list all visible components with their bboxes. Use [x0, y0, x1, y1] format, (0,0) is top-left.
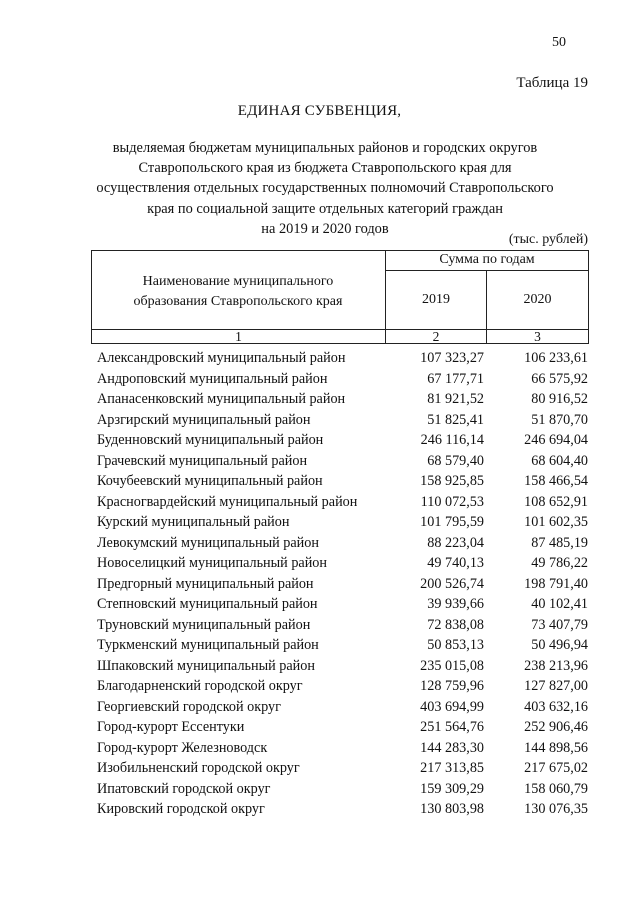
document-subtitle	[70, 138, 580, 239]
amount-2019: 217 313,85	[420, 760, 484, 776]
table-row	[0, 555, 639, 575]
amount-2020: 198 791,40	[524, 575, 588, 592]
amount-2020: 50 496,94	[531, 637, 588, 653]
municipality-name: Кочубеевский муниципальный район	[97, 473, 323, 489]
amount-2020: 49 786,22	[531, 555, 588, 571]
table-row	[0, 658, 639, 678]
table-row	[0, 432, 639, 452]
table-row	[0, 699, 639, 719]
column-number: 1	[235, 328, 242, 344]
table-row	[0, 494, 639, 514]
amount-2019: 128 759,96	[420, 678, 484, 694]
amount-2019: 251 564,76	[420, 719, 484, 735]
column-header-2020: 2020	[523, 292, 552, 307]
table-row	[0, 453, 639, 473]
table-row	[0, 473, 639, 493]
amount-2019: 68 579,40	[427, 452, 484, 469]
amount-2020: 68 604,40	[531, 452, 588, 469]
amount-2020: 252 906,46	[524, 719, 588, 735]
amount-2020: 403 632,16	[524, 698, 588, 715]
amount-2019: 158 925,85	[420, 473, 484, 489]
amount-2020: 66 575,92	[531, 370, 588, 387]
amount-2019: 39 939,66	[427, 596, 484, 612]
subtitle-line: выделяемая бюджетам муниципальных районов и городских округов	[112, 140, 538, 156]
amount-2019: 50 853,13	[427, 637, 484, 653]
column-number: 3	[534, 328, 541, 344]
municipality-name: Левокумский муниципальный район	[97, 534, 319, 551]
amount-2020: 130 076,35	[524, 801, 588, 817]
amount-2019: 246 116,14	[420, 432, 484, 448]
amount-2019: 67 177,71	[427, 370, 484, 387]
table-border-bottom	[91, 343, 589, 344]
page-number: 50	[552, 35, 566, 50]
amount-2020: 51 870,70	[531, 411, 588, 428]
amount-2020: 106 233,61	[524, 350, 588, 366]
subtitle-line: на 2019 и 2020 годов	[261, 220, 389, 237]
municipality-name: Буденновский муниципальный район	[97, 432, 324, 448]
municipality-name: Благодарненский городской округ	[97, 678, 303, 694]
table-row	[0, 740, 639, 760]
amount-2019: 88 223,04	[427, 534, 484, 551]
table-number: Таблица 19	[516, 75, 588, 91]
amount-2019: 200 526,74	[420, 575, 484, 592]
amount-2019: 49 740,13	[427, 555, 484, 571]
column-header-group: Сумма по годам	[439, 252, 535, 267]
municipality-name: Изобильненский городской округ	[97, 760, 300, 776]
column-header-2019: 2019	[422, 292, 450, 307]
unit-note: (тыс. рублей)	[508, 232, 588, 247]
table-row	[0, 350, 639, 370]
table-row	[0, 760, 639, 780]
table-row	[0, 412, 639, 432]
amount-2020: 108 652,91	[524, 493, 588, 510]
column-number: 2	[432, 328, 440, 344]
amount-2020: 87 485,19	[531, 534, 588, 551]
table-row	[0, 678, 639, 698]
amount-2020: 40 102,41	[531, 596, 588, 612]
amount-2020: 127 827,00	[524, 678, 588, 694]
table-row	[0, 391, 639, 411]
municipality-name: Грачевский муниципальный район	[97, 452, 308, 469]
municipality-name: Предгорный муниципальный район	[97, 575, 314, 592]
amount-2020: 158 060,79	[524, 780, 588, 797]
municipality-name: Арзгирский муниципальный район	[97, 411, 311, 428]
municipality-name: Город-курорт Железноводск	[97, 739, 268, 756]
table-row	[0, 576, 639, 596]
document-title: ЕДИНАЯ СУБВЕНЦИЯ,	[237, 103, 402, 119]
municipality-name: Шпаковский муниципальный район	[97, 657, 315, 674]
municipality-name: Туркменский муниципальный район	[97, 637, 319, 653]
amount-2019: 130 803,98	[420, 801, 484, 817]
amount-2020: 80 916,52	[531, 391, 588, 407]
municipality-name: Андроповский муниципальный район	[97, 370, 328, 387]
table-header	[91, 250, 589, 344]
municipality-name: Александровский муниципальный район	[97, 350, 346, 366]
table-row	[0, 637, 639, 657]
amount-2019: 81 921,52	[427, 391, 484, 407]
municipality-name: Курский муниципальный район	[97, 514, 290, 530]
amount-2020: 73 407,79	[531, 616, 588, 633]
amount-2019: 403 694,99	[420, 698, 484, 715]
municipality-name: Георгиевский городской округ	[97, 698, 281, 715]
amount-2019: 107 323,27	[420, 350, 484, 366]
column-header-name: Наименование муниципального образования Ставропольского края	[133, 274, 343, 309]
table-row	[0, 617, 639, 637]
municipality-name: Новоселицкий муниципальный район	[97, 555, 327, 571]
table-row	[0, 535, 639, 555]
municipality-name: Город-курорт Ессентуки	[97, 719, 245, 735]
amount-2020: 238 213,96	[524, 657, 588, 674]
amount-2020: 101 602,35	[524, 514, 588, 530]
municipality-name: Степновский муниципальный район	[97, 596, 318, 612]
subtitle-line: края по социальной защите отдельных категорий граждан	[147, 200, 503, 217]
amount-2019: 51 825,41	[427, 411, 484, 428]
municipality-name: Ипатовский городской округ	[97, 780, 271, 797]
municipality-name: Апанасенковский муниципальный район	[97, 391, 346, 407]
amount-2019: 235 015,08	[420, 657, 484, 674]
amount-2019: 144 283,30	[420, 739, 484, 756]
amount-2020: 217 675,02	[524, 760, 588, 776]
amount-2020: 144 898,56	[524, 739, 588, 756]
amount-2020: 246 694,04	[524, 432, 588, 448]
amount-2019: 101 795,59	[420, 514, 484, 530]
table-row	[0, 719, 639, 739]
amount-2019: 110 072,53	[420, 493, 484, 510]
municipality-name: Кировский городской округ	[97, 801, 265, 817]
table-row	[0, 371, 639, 391]
subtitle-line: Ставропольского края из бюджета Ставропольского края для	[138, 160, 512, 177]
amount-2019: 72 838,08	[427, 616, 484, 633]
amount-2020: 158 466,54	[524, 473, 588, 489]
table-row	[0, 781, 639, 801]
amount-2019: 159 309,29	[420, 780, 484, 797]
table-row	[0, 514, 639, 534]
table-row	[0, 801, 639, 821]
municipality-name: Труновский муниципальный район	[97, 616, 311, 633]
municipality-name: Красногвардейский муниципальный район	[97, 493, 358, 510]
table-row	[0, 596, 639, 616]
subtitle-line: осуществления отдельных государственных полномочий Ставропольского	[96, 180, 554, 197]
